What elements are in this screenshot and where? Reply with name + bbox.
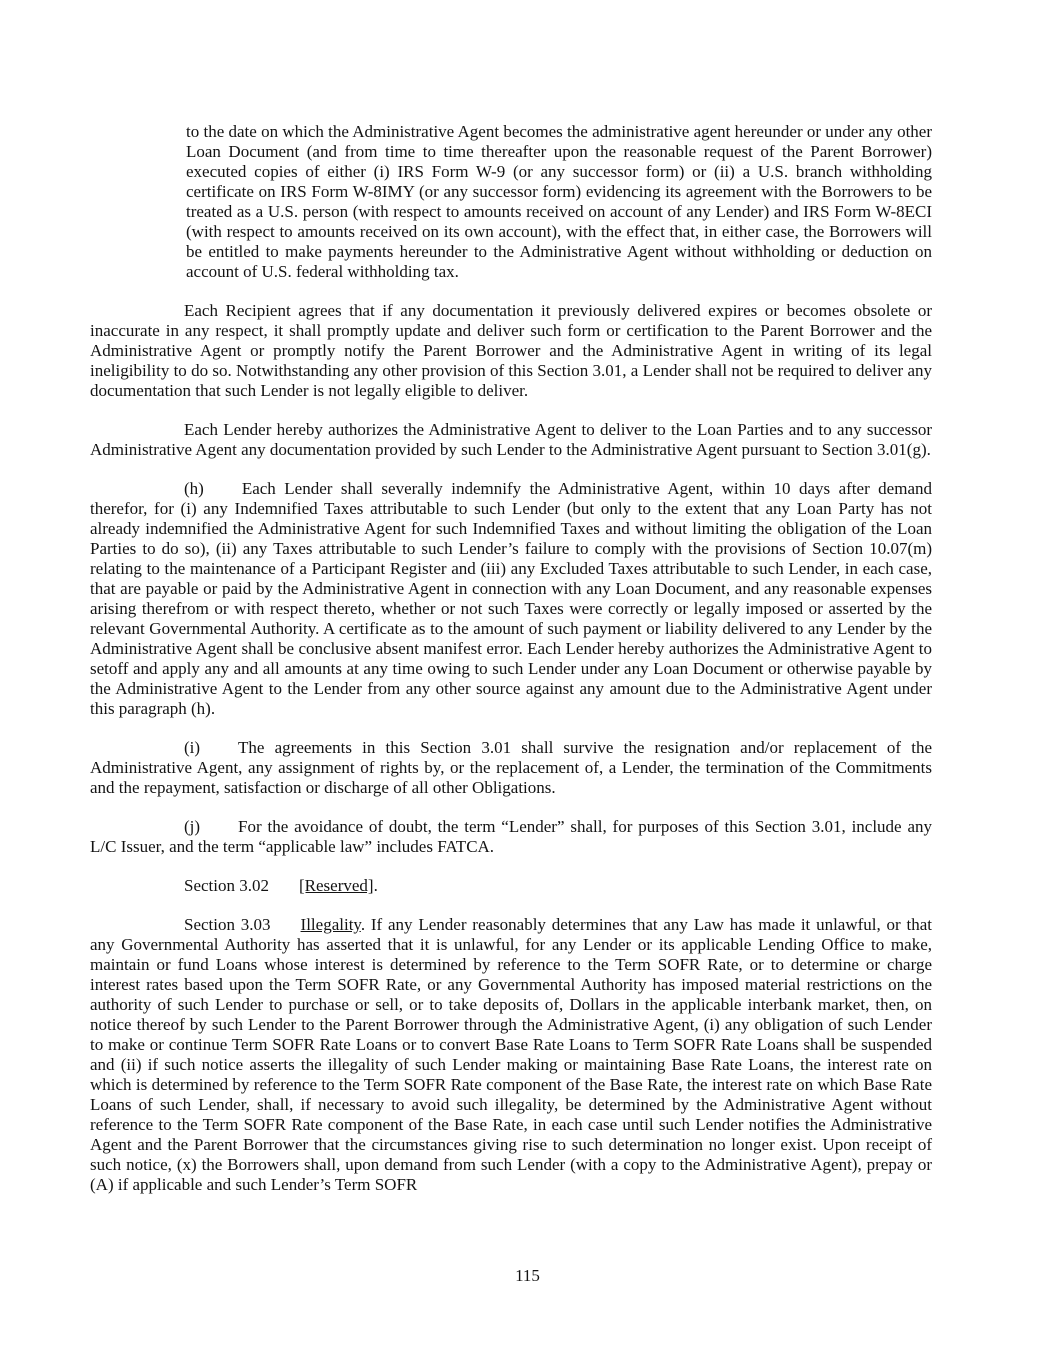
- continuation-paragraph: to the date on which the Administrative Agent becomes the administrative agent hereunder or under any other Loan Document (and from time to time thereafter upon the reasonable request of the Parent Borrower) executed copies of either (i) IRS Form W-9 (or any successor form) or (ii) a U.S. branch withholding certificate on IRS Form W-8IMY (or any successor form) evidencing its agreement with the Borrowers to be treated as a U.S. person (with respect to amounts received on account of any Lender) and IRS Form W-8ECI (with respect to amounts received on its own account), with the effect that, in either case, the Borrowers will be entitled to make payments hereunder to the Administrative Agent without withholding or deduction on account of U.S. federal withholding tax.: [186, 122, 932, 281]
- paragraph-label: (h): [184, 479, 204, 498]
- lettered-paragraph-j: [90, 817, 932, 857]
- section-title-suffix: .: [373, 876, 378, 895]
- section-title-suffix: .: [360, 915, 366, 934]
- lettered-paragraph-i: [90, 738, 932, 798]
- document-body: [90, 122, 932, 1214]
- section-title: Illegality: [300, 915, 361, 934]
- section-number: Section 3.03: [184, 915, 271, 934]
- paragraph-label: (j): [184, 817, 201, 836]
- section-text: If any Lender reasonably determines that any Law has made it unlawful, or that any Governmental Authority has asserted that it is unlawful, for any Lender or its applicable Lending Office to make, maintain or fund Loans whose interest is determined by reference to the Term SOFR Rate, or to determine or charge interest rates based upon the Term SOFR Rate, or any Governmental Authority has imposed material restrictions on the authority of such Lender to purchase or sell, or to take deposits of, Dollars in the applicable interbank market, then, on notice thereof by such Lender to the Parent Borrower through the Administrative Agent, (i) any obligation of such Lender to make or continue Term SOFR Rate Loans or to convert Base Rate Loans to Term SOFR Rate Loans shall be suspended and (ii) if such notice asserts the illegality of such Lender making or maintaining Base Rate Loans, the interest rate on which is determined by reference to the Term SOFR Rate component of the Base Rate, the interest rate on which Base Rate Loans of such Lender, shall, if necessary to avoid such illegality, be determined by the Administrative Agent without reference to the Term SOFR Rate component of the Base Rate, in each case until such Lender notifies the Administrative Agent and the Parent Borrower that the circumstances giving rise to such determination no longer exist. Upon receipt of such notice, (x) the Borrowers shall, upon demand from such Lender (with a copy to the Administrative Agent), prepay or (A) if applicable and such Lender’s Term SOFR: [90, 915, 932, 1194]
- paragraph-each-recipient: Each Recipient agrees that if any documentation it previously delivered expires or becomes obsolete or inaccurate in any respect, it shall promptly update and deliver such form or certification to the Parent Borrower and the Administrative Agent or promptly notify the Parent Borrower and the Administrative Agent in writing of its legal ineligibility to do so. Notwithstanding any other provision of this Section 3.01, a Lender shall not be required to deliver any documentation that such Lender is not legally eligible to deliver.: [90, 301, 932, 400]
- paragraph-each-lender-authorizes: Each Lender hereby authorizes the Administrative Agent to deliver to the Loan Parties and to any successor Administrative Agent any documentation provided by such Lender to the Administrative Agent pursuant to Section 3.01(g).: [90, 420, 932, 459]
- paragraph-text: The agreements in this Section 3.01 shall survive the resignation and/or replacement of the Administrative Agent, any assignment of rights by, or the replacement of, a Lender, the termination of the Commitments and the repayment, satisfaction or discharge of all other Obligations.: [90, 738, 932, 797]
- paragraph-text: For the avoidance of doubt, the term “Lender” shall, for purposes of this Section 3.01, include any L/C Issuer, and the term “applicable law” includes FATCA.: [90, 817, 932, 856]
- section-number: Section 3.02: [184, 876, 269, 895]
- lettered-paragraph-h: [90, 479, 932, 719]
- page-number: 115: [515, 1266, 540, 1285]
- paragraph-text: Each Lender shall severally indemnify the Administrative Agent, within 10 days after demand therefor, for (i) any Indemnified Taxes attributable to such Lender (but only to the extent that any Loan Party has not already indemnified the Administrative Agent for such Indemnified Taxes and without limiting the obligation of the Loan Parties to do so), (ii) any Taxes attributable to such Lender’s failure to comply with the provisions of Section 10.07(m) relating to the maintenance of a Participant Register and (iii) any Excluded Taxes attributable to such Lender, in each case, that are payable or paid by the Administrative Agent in connection with any Loan Document, and any reasonable expenses arising therefrom or with respect thereto, whether or not such Taxes were correctly or legally imposed or asserted by the relevant Governmental Authority. A certificate as to the amount of such payment or liability delivered to any Lender by the Administrative Agent shall be conclusive absent manifest error. Each Lender hereby authorizes the Administrative Agent to setoff and apply any and all amounts at any time owing to such Lender under any Loan Document or otherwise payable by the Administrative Agent to the Lender from any other source against any amount due to the Administrative Agent under this paragraph (h).: [90, 479, 932, 718]
- section-title: [Reserved]: [299, 876, 374, 895]
- section-3-02: [90, 876, 932, 896]
- page-footer: [0, 1266, 1055, 1286]
- paragraph-label: (i): [184, 738, 201, 757]
- section-3-03: [90, 915, 932, 1195]
